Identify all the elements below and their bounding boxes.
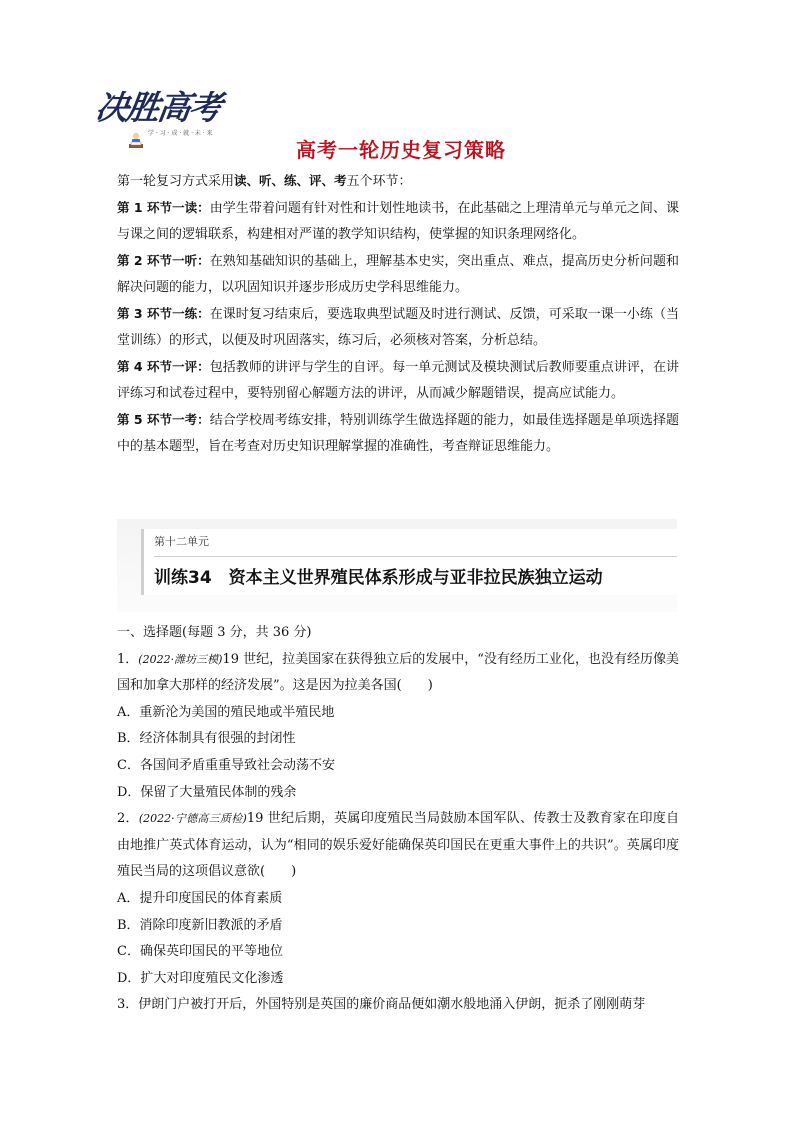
unit-title: 训练34 资本主义世界殖民体系形成与亚非拉民族独立运动	[154, 568, 603, 588]
question-number: 1．	[117, 651, 139, 667]
step-text: 在熟知基础知识的基础上，理解基本史实，突出重点、难点，提高历史分析问题和解决问题的能力，以巩固知识并逐步形成历史学科思维能力。	[117, 254, 679, 295]
questions-section	[117, 620, 679, 1019]
option-b: B．经济体制具有很强的封闭性	[117, 731, 296, 747]
option-b: B．消除印度新旧教派的矛盾	[117, 917, 283, 933]
step-text: 在课时复习结束后，要选取典型试题及时进行测试、反馈，可采取一课一小练（当堂训练）的形式，以便及时巩固落实，练习后，必须核对答案，分析总结。	[117, 307, 679, 348]
question-source: (2022·宁德高三质检)	[138, 812, 247, 826]
option-d: D．扩大对印度殖民文化渗透	[117, 970, 284, 986]
step-label: 第 1 环节一读：	[117, 200, 210, 215]
strategy-section	[117, 168, 679, 460]
step-paragraph	[117, 407, 679, 460]
unit-divider	[154, 556, 677, 557]
question-stem	[117, 992, 679, 1019]
logo-slogan: 学 · 习 · 成 · 就 · 未 · 来	[148, 130, 213, 137]
page-title: 高考一轮历史复习策略	[296, 138, 506, 162]
intro-paragraph	[117, 168, 679, 195]
intro-suffix: 五个环节：	[346, 174, 412, 189]
option-d: D．保留了大量殖民体制的残余	[117, 784, 297, 800]
question-stem	[117, 647, 679, 700]
option-c: C．各国间矛盾重重导致社会动荡不安	[117, 757, 335, 773]
step-paragraph	[117, 354, 679, 407]
option-c: C．确保英印国民的平等地位	[117, 944, 283, 960]
section-heading: 一、选择题(每题 3 分，共 36 分)	[117, 625, 312, 640]
question-number: 3．	[117, 997, 139, 1013]
question-text: 19 世纪后期，英属印度殖民当局鼓励本国军队、传教士及教育家在印度自由地推广英式体育运动，认为“相同的娱乐爱好能确保英印国民在更重大事件上的共识”。英属印度殖民当局的这项倡议意欲( )	[117, 811, 679, 880]
step-label: 第 4 环节一评：	[117, 359, 210, 374]
step-text: 结合学校周考练安排，特别训练学生做选择题的能力，如最佳选择题是单项选择题中的基本题型，旨在考查对历史知识理解掌握的准确性，考查辩证思维能力。	[117, 413, 679, 454]
step-text: 包括教师的讲评与学生的自评。每一单元测试及模块测试后教师要重点讲评，在讲评练习和试卷过程中，要特别留心解题方法的讲评，从而减少解题错误，提高应试能力。	[117, 360, 679, 401]
step-paragraph	[117, 248, 679, 301]
option-a: A．重新沦为美国的殖民地或半殖民地	[117, 704, 335, 720]
logo-text: 决胜高考	[92, 88, 223, 127]
question-source: (2022·潍坊三模)	[138, 652, 223, 666]
unit-label: 第十二单元	[154, 535, 209, 548]
step-paragraph	[117, 301, 679, 354]
question-text: 19 世纪，拉美国家在获得独立后的发展中，“没有经历工业化，也没有经历像美国和加拿大那样的经济发展”。这是因为拉美各国( )	[117, 651, 680, 694]
unit-banner	[117, 519, 677, 612]
step-label: 第 5 环节一考：	[117, 412, 210, 427]
step-text: 由学生带着问题有针对性和计划性地读书，在此基础之上理清单元与单元之间、课与课之间的逻辑联系，构建相对严谨的教学知识结构，使掌握的知识条理网络化。	[117, 201, 679, 242]
question-stem	[117, 806, 679, 886]
option-a: A．提升印度国民的体育素质	[117, 890, 283, 906]
question-number: 2．	[117, 811, 139, 827]
intro-bold: 读、听、练、评、考	[234, 173, 347, 188]
unit-card	[141, 529, 677, 595]
step-label: 第 2 环节一听：	[117, 253, 210, 268]
step-label: 第 3 环节一练：	[117, 306, 210, 321]
intro-prefix: 第一轮复习方式采用	[117, 174, 235, 189]
step-paragraph	[117, 195, 679, 248]
question-text: 伊朗门户被打开后，外国特别是英国的廉价商品便如潮水般地涌入伊朗，扼杀了刚刚萌芽	[138, 997, 646, 1013]
